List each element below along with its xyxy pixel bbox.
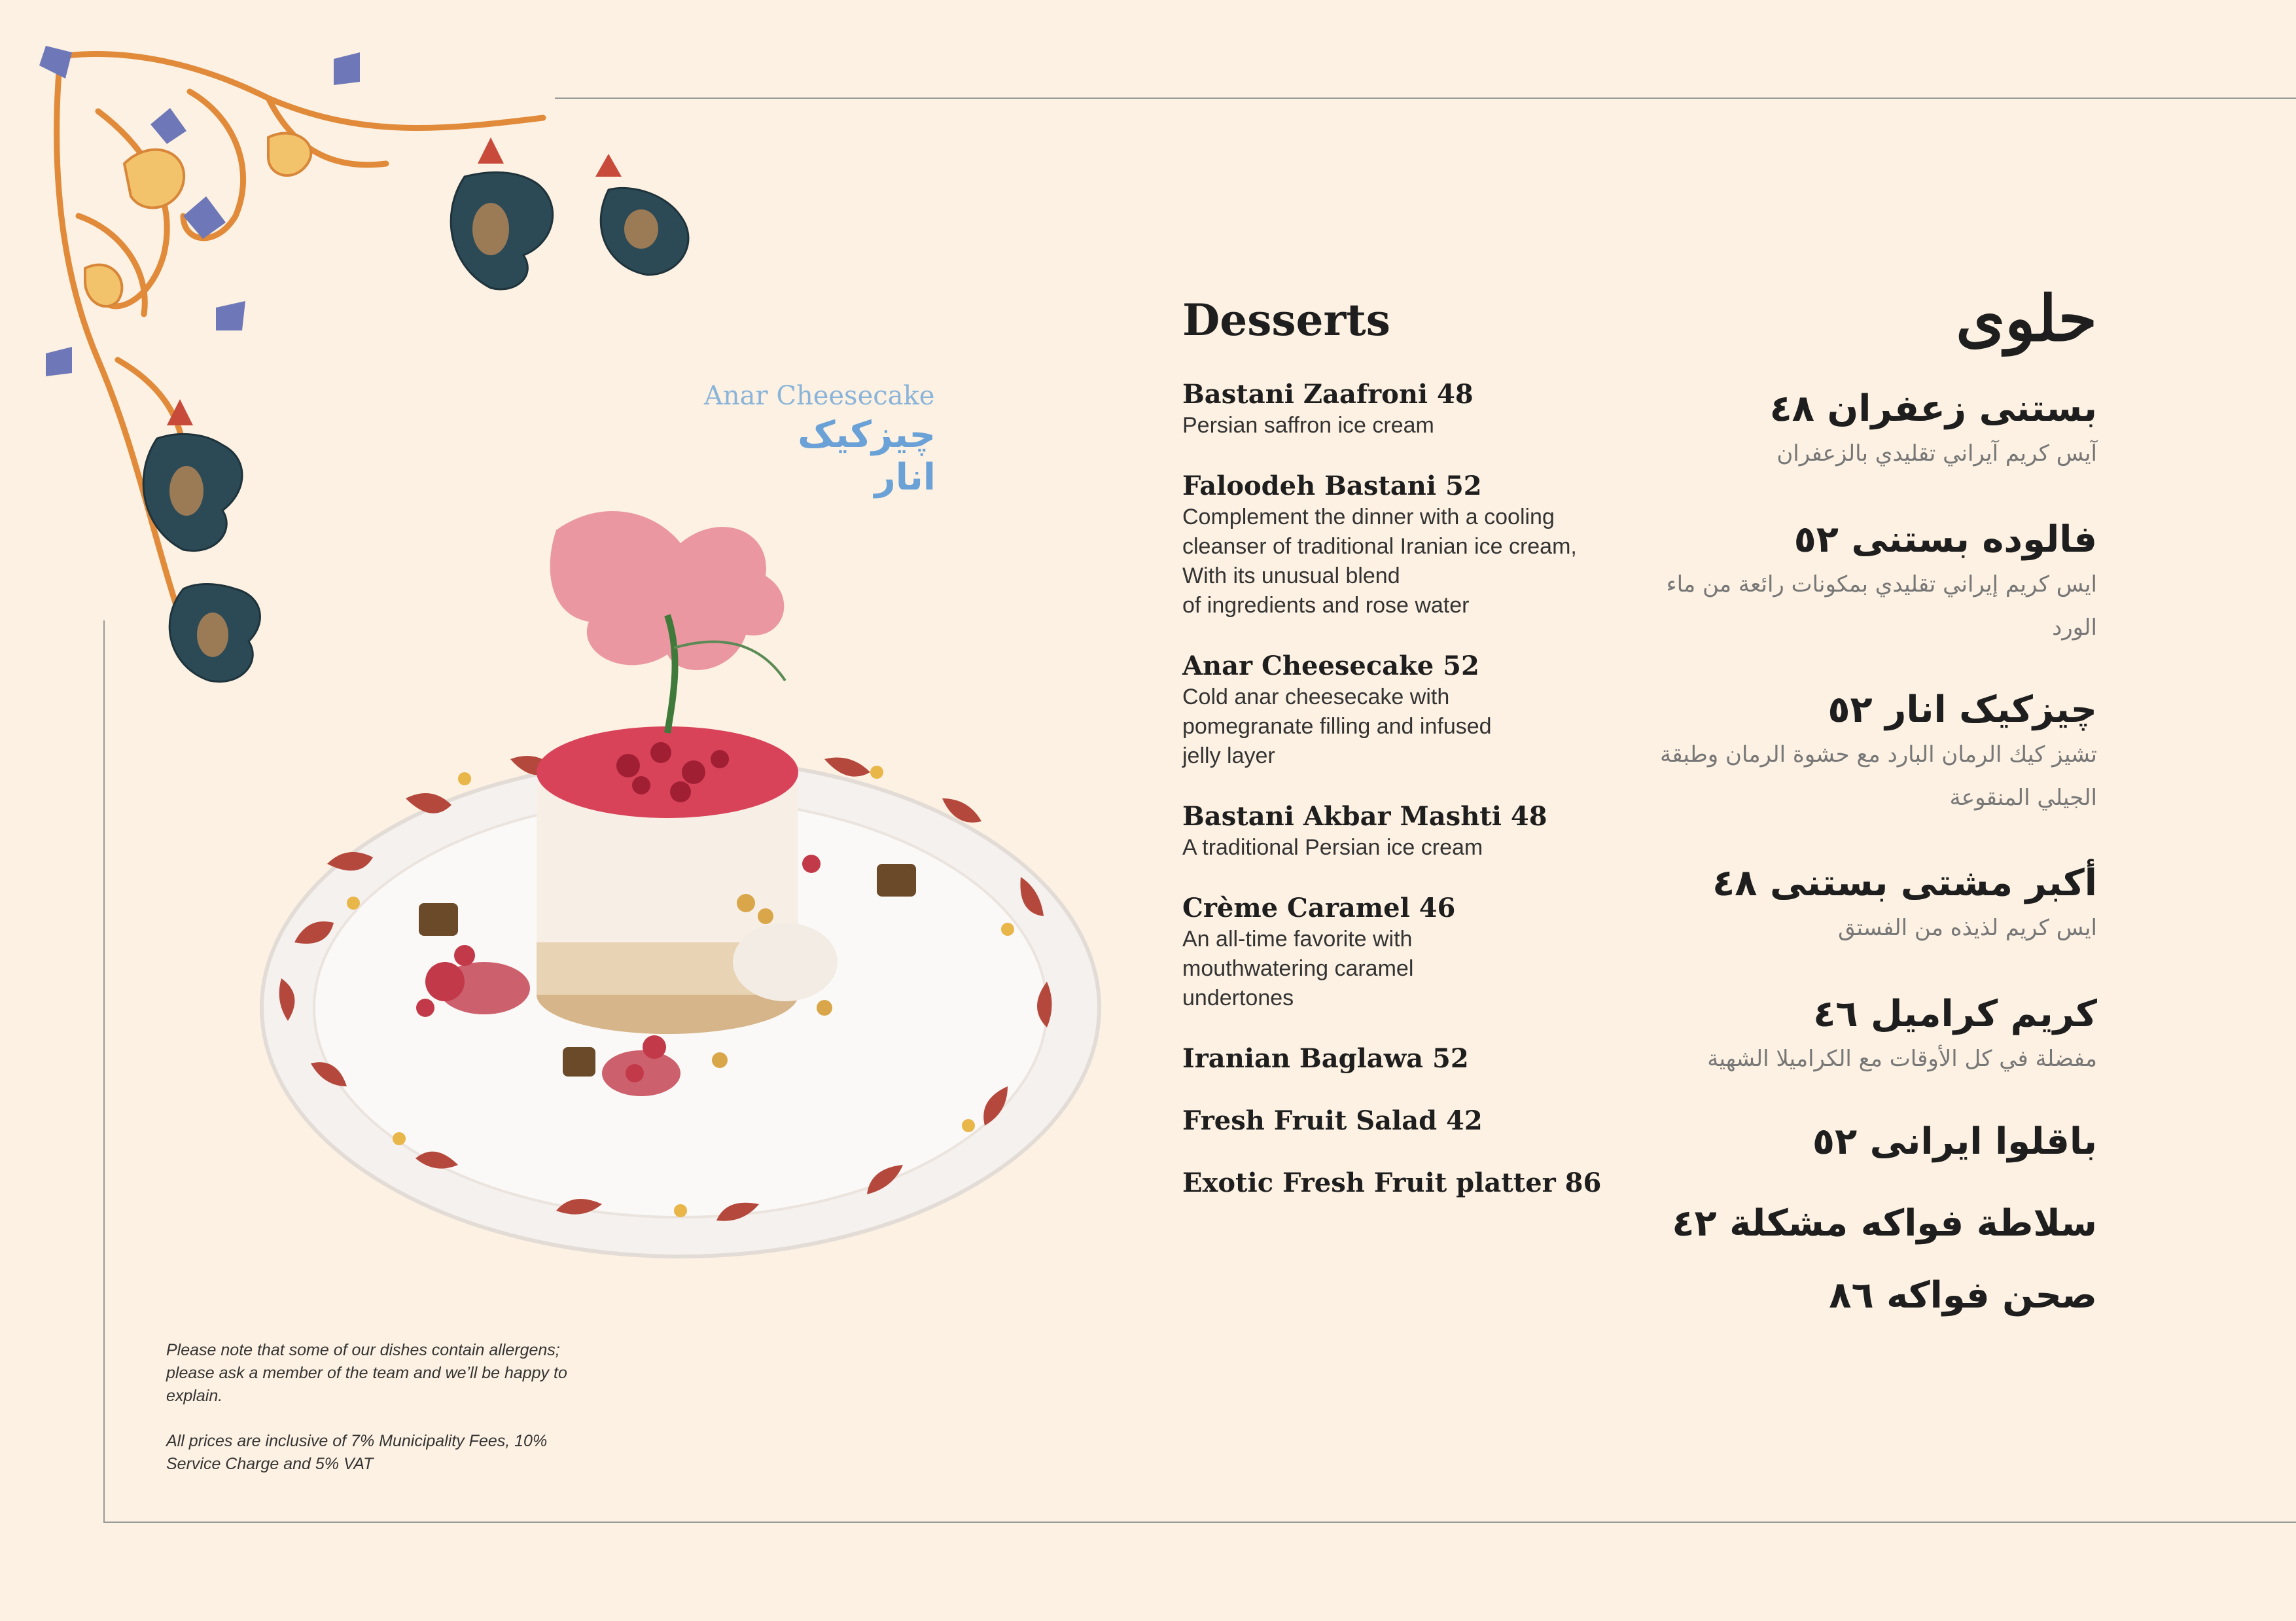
menu-item [1182,470,1653,620]
item-name: Fresh Fruit Salad 42 [1182,1105,1483,1136]
item-name: Anar Cheesecake 52 [1182,650,1479,681]
item-name: باقلوا ايرانی ٥٢ [1812,1120,2097,1163]
bottom-divider-line [104,1522,2296,1523]
item-name: بستنی زعفران ٤٨ [1769,387,2097,430]
item-name: Bastani Zaafroni 48 [1182,379,1474,410]
menu-item [1182,650,1653,771]
item-description: تشيز كيك الرمان البارد مع حشوة الرمان وطبقة الجيلي المنقوعة [1660,741,2097,811]
item-name: Exotic Fresh Fruit platter 86 [1182,1167,1602,1198]
item-name: Iranian Baglawa 52 [1182,1043,1469,1074]
top-divider-line [555,98,2296,99]
item-name: چيزکیک انار ٥٢ [1828,688,2097,731]
item-description: آيس كريم آيراني تقليدي بالزعفران [1776,440,2097,467]
english-section-title: Desserts [1182,294,1390,346]
menu-item [1636,991,2097,1080]
menu-item [1636,1119,2097,1165]
menu-item [1182,800,1653,863]
arabic-section-title: حلوى [1956,281,2097,355]
item-description: Cold anar cheesecake with pomegranate filling and infused jelly layer [1182,685,1492,768]
menu-item [1182,1042,1653,1075]
menu-item [1636,386,2097,475]
item-name: Faloodeh Bastani 52 [1182,471,1482,501]
menu-item [1182,1167,1653,1200]
menu-item [1636,1201,2097,1247]
item-description: ايس كريم إيراني تقليدي بمكونات رائعة من ماء الورد [1666,571,2097,641]
menu-item [1636,687,2097,819]
menu-item [1636,861,2097,950]
item-name: Crème Caramel 46 [1182,893,1456,923]
menu-item [1182,1105,1653,1137]
item-name: Bastani Akbar Mashti 48 [1182,801,1547,832]
item-description: An all-time favorite with mouthwatering caramel undertones [1182,927,1414,1010]
menu-item [1182,892,1653,1013]
item-name: أکبر مشتی بستنی ٤٨ [1712,862,2097,904]
item-description: مفضلة في كل الأوقات مع الكراميلا الشهية [1707,1046,2097,1072]
item-description: ايس كريم لذيذه من الفستق [1838,915,2097,941]
left-divider-line [103,620,105,1523]
item-name: سلاطة فواكه مشكلة ٤٢ [1672,1202,2097,1245]
menu-item [1182,378,1653,440]
item-description: Complement the dinner with a cooling cleanser of traditional Iranian ice cream, With its unusual blend of ingredients and rose water [1182,505,1577,618]
image-caption-english: Anar Cheesecake [704,381,935,411]
item-name: صحن فواكه ٨٦ [1829,1274,2097,1317]
menu-notes [166,1339,598,1498]
item-description: A traditional Persian ice cream [1182,835,1483,860]
price-note: All prices are inclusive of 7% Municipality Fees, 10% Service Charge and 5% VAT [166,1432,548,1473]
menu-item [1636,1273,2097,1319]
cheesecake-illustration [249,484,1112,1283]
english-menu-column [1182,294,1640,1198]
item-description: Persian saffron ice cream [1182,413,1434,438]
item-name: فالوده بستنی ٥٢ [1793,518,2097,561]
menu-item [1636,517,2097,649]
image-caption-persian: چیزکیک انار [798,414,936,499]
item-name: کريم کراميل ٤٦ [1813,993,2097,1035]
allergen-note: Please note that some of our dishes contain allergens; please ask a member of the team and we’ll be happy to explain. [166,1341,567,1405]
